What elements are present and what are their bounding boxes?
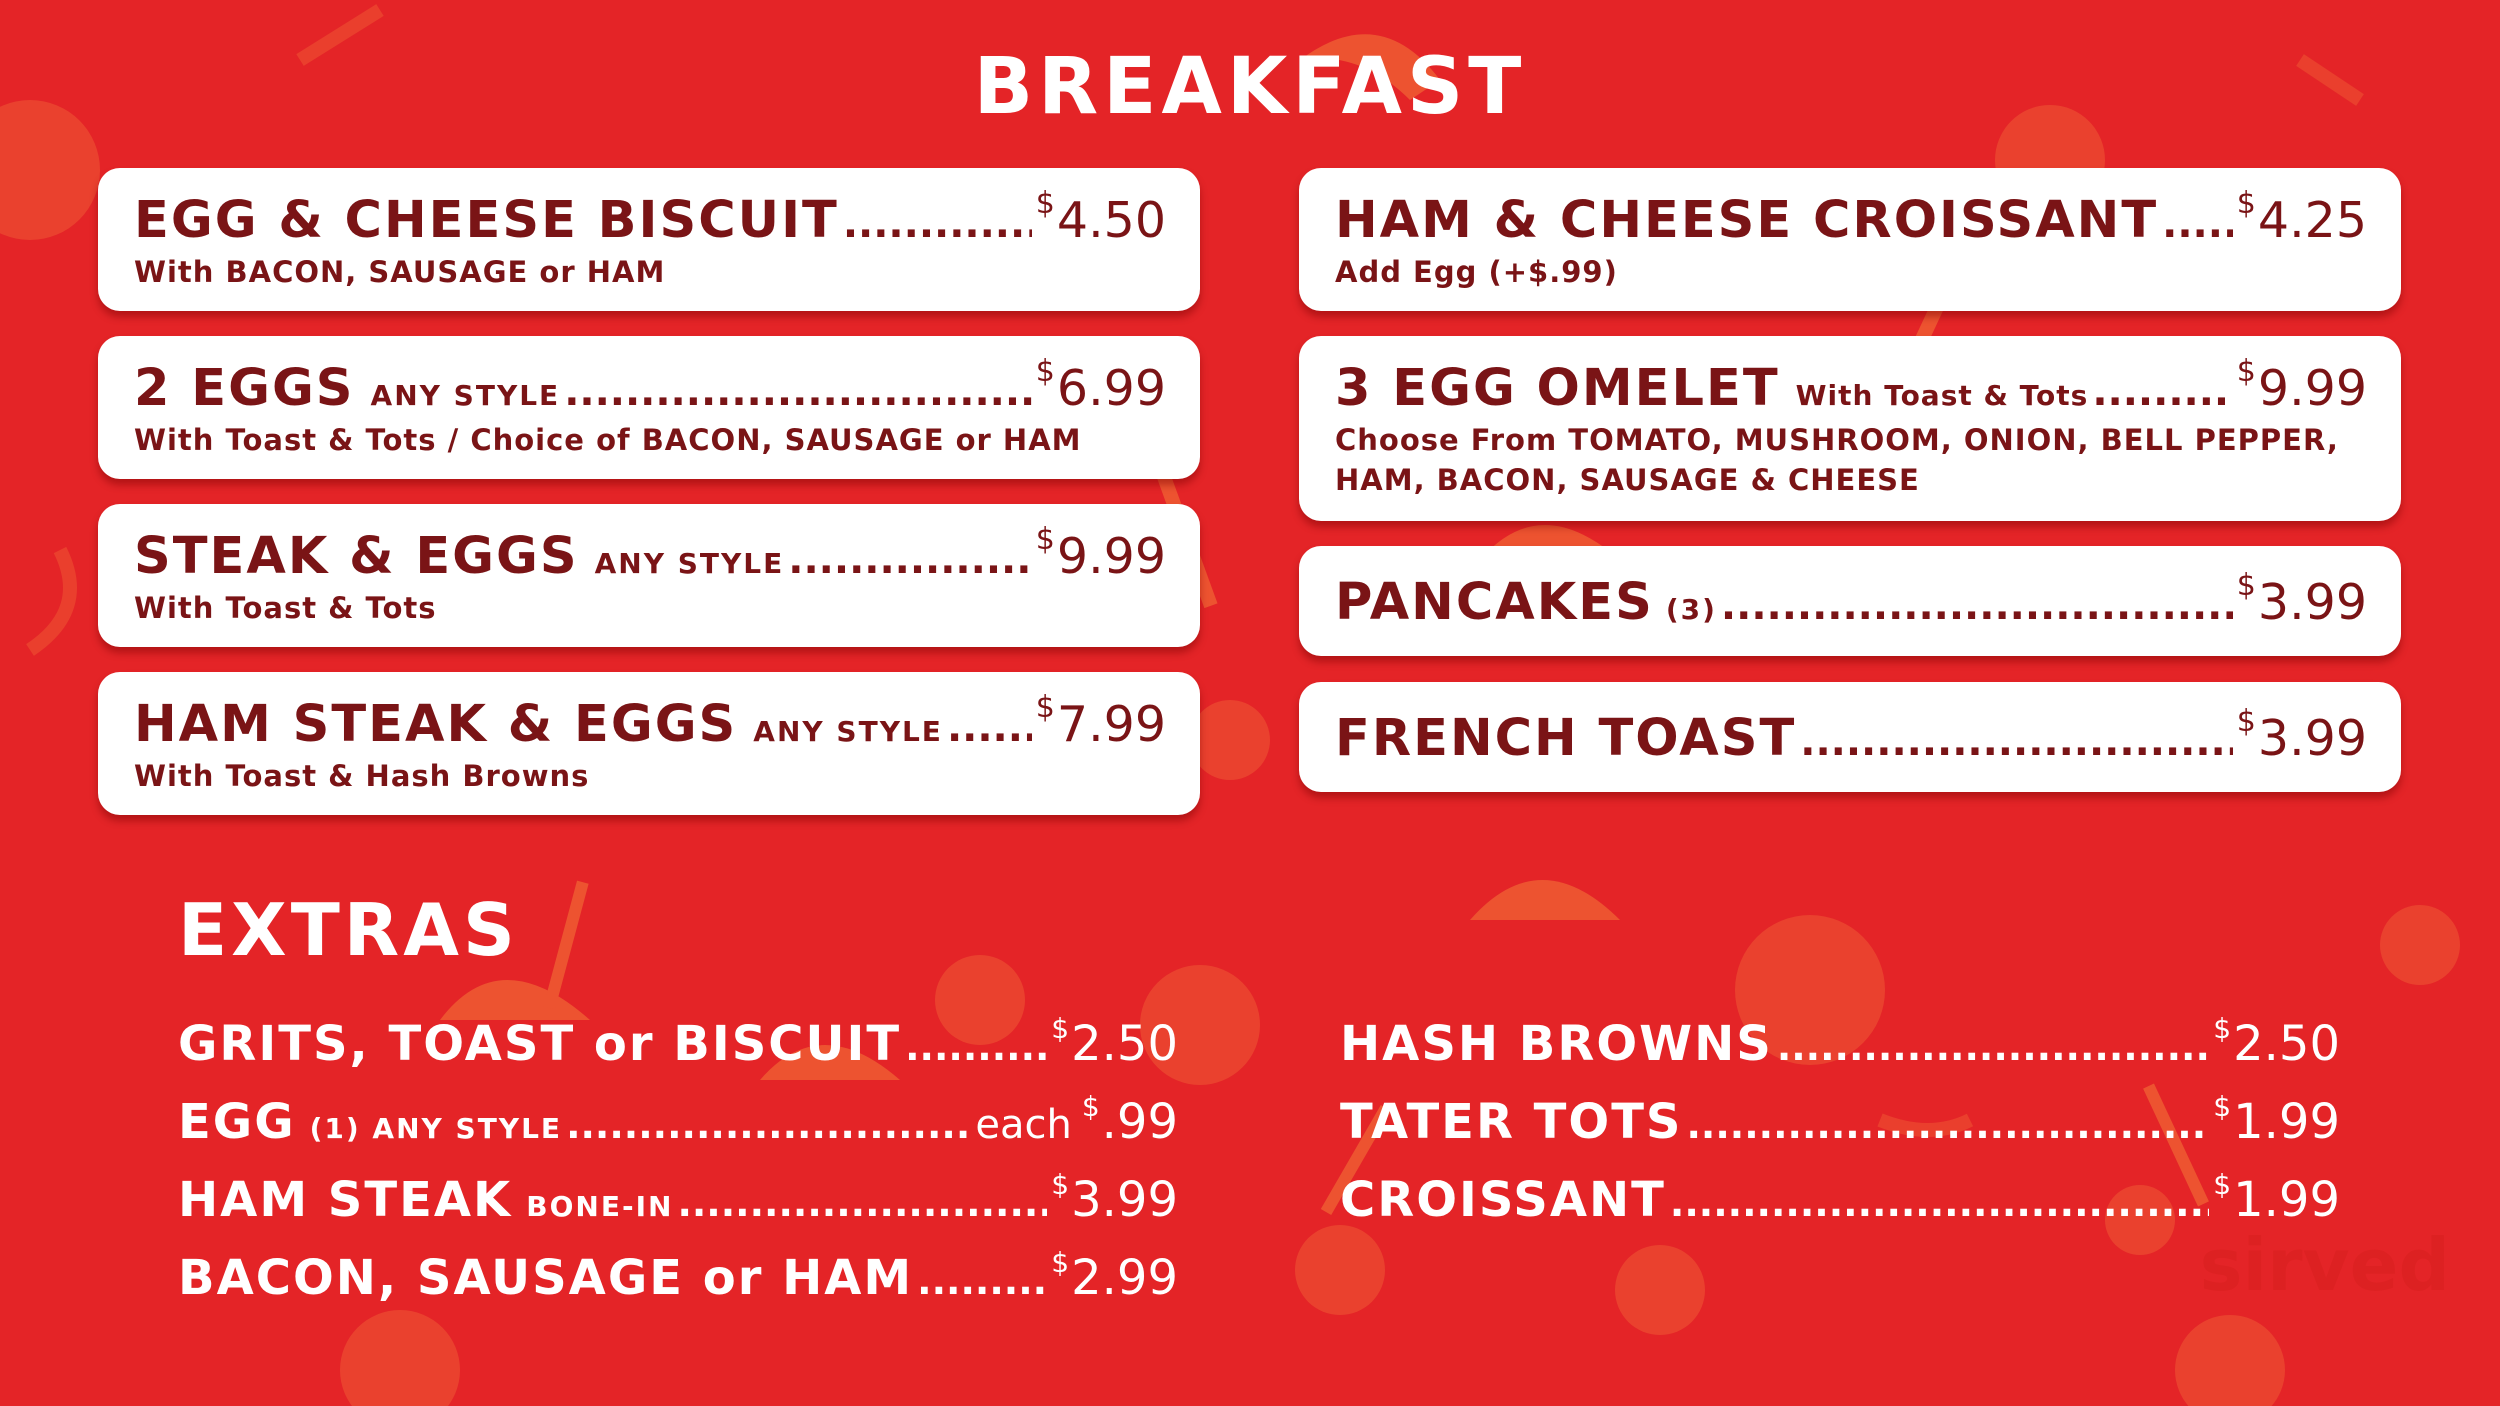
item-price: $4.25	[2236, 186, 2367, 249]
item-description-line-2: HAM, BACON, SAUSAGE & CHEESE	[1335, 463, 1920, 497]
item-description-line-1: Choose From TOMATO, MUSHROOM, ONION, BELL PEPPER,	[1335, 423, 2339, 457]
extras-item-price: $2.99	[1051, 1246, 1178, 1306]
page-title: BREAKFAST	[973, 42, 1527, 132]
extras-list-left	[178, 1012, 1178, 1324]
extras-item	[1340, 1090, 2340, 1168]
item-note: ANY STYLE	[370, 379, 561, 412]
item-description: With BACON, SAUSAGE or HAM	[134, 255, 666, 289]
extras-item-each: each	[975, 1102, 1072, 1148]
extras-item-name: GRITS, TOAST or BISCUIT	[178, 1016, 902, 1072]
item-description: With Toast & Tots / Choice of BACON, SAUSAGE or HAM	[134, 423, 1082, 457]
item-note: ANY STYLE	[594, 547, 785, 580]
item-name: 3 EGG OMELET	[1335, 359, 1780, 418]
item-name: PANCAKES	[1335, 573, 1654, 632]
menu-item-row	[1335, 354, 2367, 418]
item-note: With Toast & Tots	[1795, 379, 2089, 412]
extras-item-name: HASH BROWNS	[1340, 1016, 1773, 1072]
menu-card-pancakes	[1299, 546, 2401, 656]
item-name: EGG & CHEESE BISCUIT	[134, 191, 839, 250]
extras-item	[178, 1012, 1178, 1090]
extras-item-price: $.99	[1081, 1090, 1178, 1150]
extras-item-price: $1.99	[2213, 1168, 2340, 1228]
leader-dots	[566, 1103, 971, 1147]
extras-item-name: EGG	[178, 1094, 296, 1150]
leader-dots	[947, 705, 1032, 751]
extras-item-name: HAM STEAK	[178, 1172, 513, 1228]
extras-item-name: CROISSANT	[1340, 1172, 1666, 1228]
item-note: ANY STYLE	[753, 715, 943, 748]
leader-dots	[917, 1259, 1047, 1303]
extras-item	[1340, 1168, 2340, 1246]
extras-item	[1340, 1012, 2340, 1090]
item-name: FRENCH TOAST	[1335, 709, 1797, 768]
leader-dots	[1777, 1025, 2209, 1069]
menu-item-row	[1335, 186, 2367, 250]
leader-dots	[843, 201, 1032, 247]
item-price: $9.99	[2236, 354, 2367, 417]
item-name: STEAK & EGGS	[134, 527, 579, 586]
extras-item-note: BONE-IN	[526, 1190, 674, 1223]
extras-item-price: $2.50	[1051, 1012, 1178, 1072]
extras-item-price: $3.99	[1051, 1168, 1178, 1228]
menu-item-row	[1335, 704, 2367, 768]
leader-dots	[1670, 1181, 2209, 1225]
watermark-text: sirved	[2199, 1223, 2450, 1307]
item-note: (3)	[1665, 593, 1717, 626]
menu-card-ham-steak-eggs	[98, 672, 1200, 815]
extras-item-note: (1) ANY STYLE	[309, 1112, 563, 1145]
item-price: $3.99	[2236, 568, 2367, 631]
leader-dots	[1721, 583, 2233, 629]
leader-dots	[788, 537, 1032, 583]
leader-dots	[2162, 201, 2233, 247]
menu-card-2-eggs	[98, 336, 1200, 479]
leader-dots	[677, 1181, 1047, 1225]
item-price: $4.50	[1035, 186, 1166, 249]
leader-dots	[564, 369, 1032, 415]
menu-card-3-egg-omelet	[1299, 336, 2401, 521]
item-name: 2 EGGS	[134, 359, 355, 418]
extras-item-price: $2.50	[2213, 1012, 2340, 1072]
extras-list-right	[1340, 1012, 2340, 1246]
leader-dots	[1687, 1103, 2210, 1147]
menu-card-egg-cheese-biscuit	[98, 168, 1200, 311]
item-description: Add Egg (+$.99)	[1335, 255, 1618, 289]
leader-dots	[2092, 369, 2232, 415]
menu-card-steak-eggs	[98, 504, 1200, 647]
extras-item-name: BACON, SAUSAGE or HAM	[178, 1250, 914, 1306]
item-description: With Toast & Tots	[134, 591, 437, 625]
extras-item	[178, 1090, 1178, 1168]
menu-card-ham-cheese-croissant	[1299, 168, 2401, 311]
extras-item-price: $1.99	[2213, 1090, 2340, 1150]
item-name: HAM & CHEESE CROISSANT	[1335, 191, 2159, 250]
item-price: $9.99	[1035, 522, 1166, 585]
item-price: $6.99	[1035, 354, 1166, 417]
item-name: HAM STEAK & EGGS	[134, 695, 738, 754]
item-description: With Toast & Hash Browns	[134, 759, 590, 793]
menu-item-row	[1335, 568, 2367, 632]
menu-item-row	[134, 522, 1166, 586]
item-price: $7.99	[1035, 690, 1166, 753]
item-price: $3.99	[2236, 704, 2367, 767]
menu-item-row	[134, 354, 1166, 418]
menu-item-row	[134, 186, 1166, 250]
menu-card-french-toast	[1299, 682, 2401, 792]
menu-item-row	[134, 690, 1166, 754]
extras-item	[178, 1168, 1178, 1246]
leader-dots	[1800, 719, 2233, 765]
leader-dots	[905, 1025, 1047, 1069]
extras-item	[178, 1246, 1178, 1324]
extras-item-name: TATER TOTS	[1340, 1094, 1683, 1150]
extras-title: EXTRAS	[178, 888, 519, 972]
